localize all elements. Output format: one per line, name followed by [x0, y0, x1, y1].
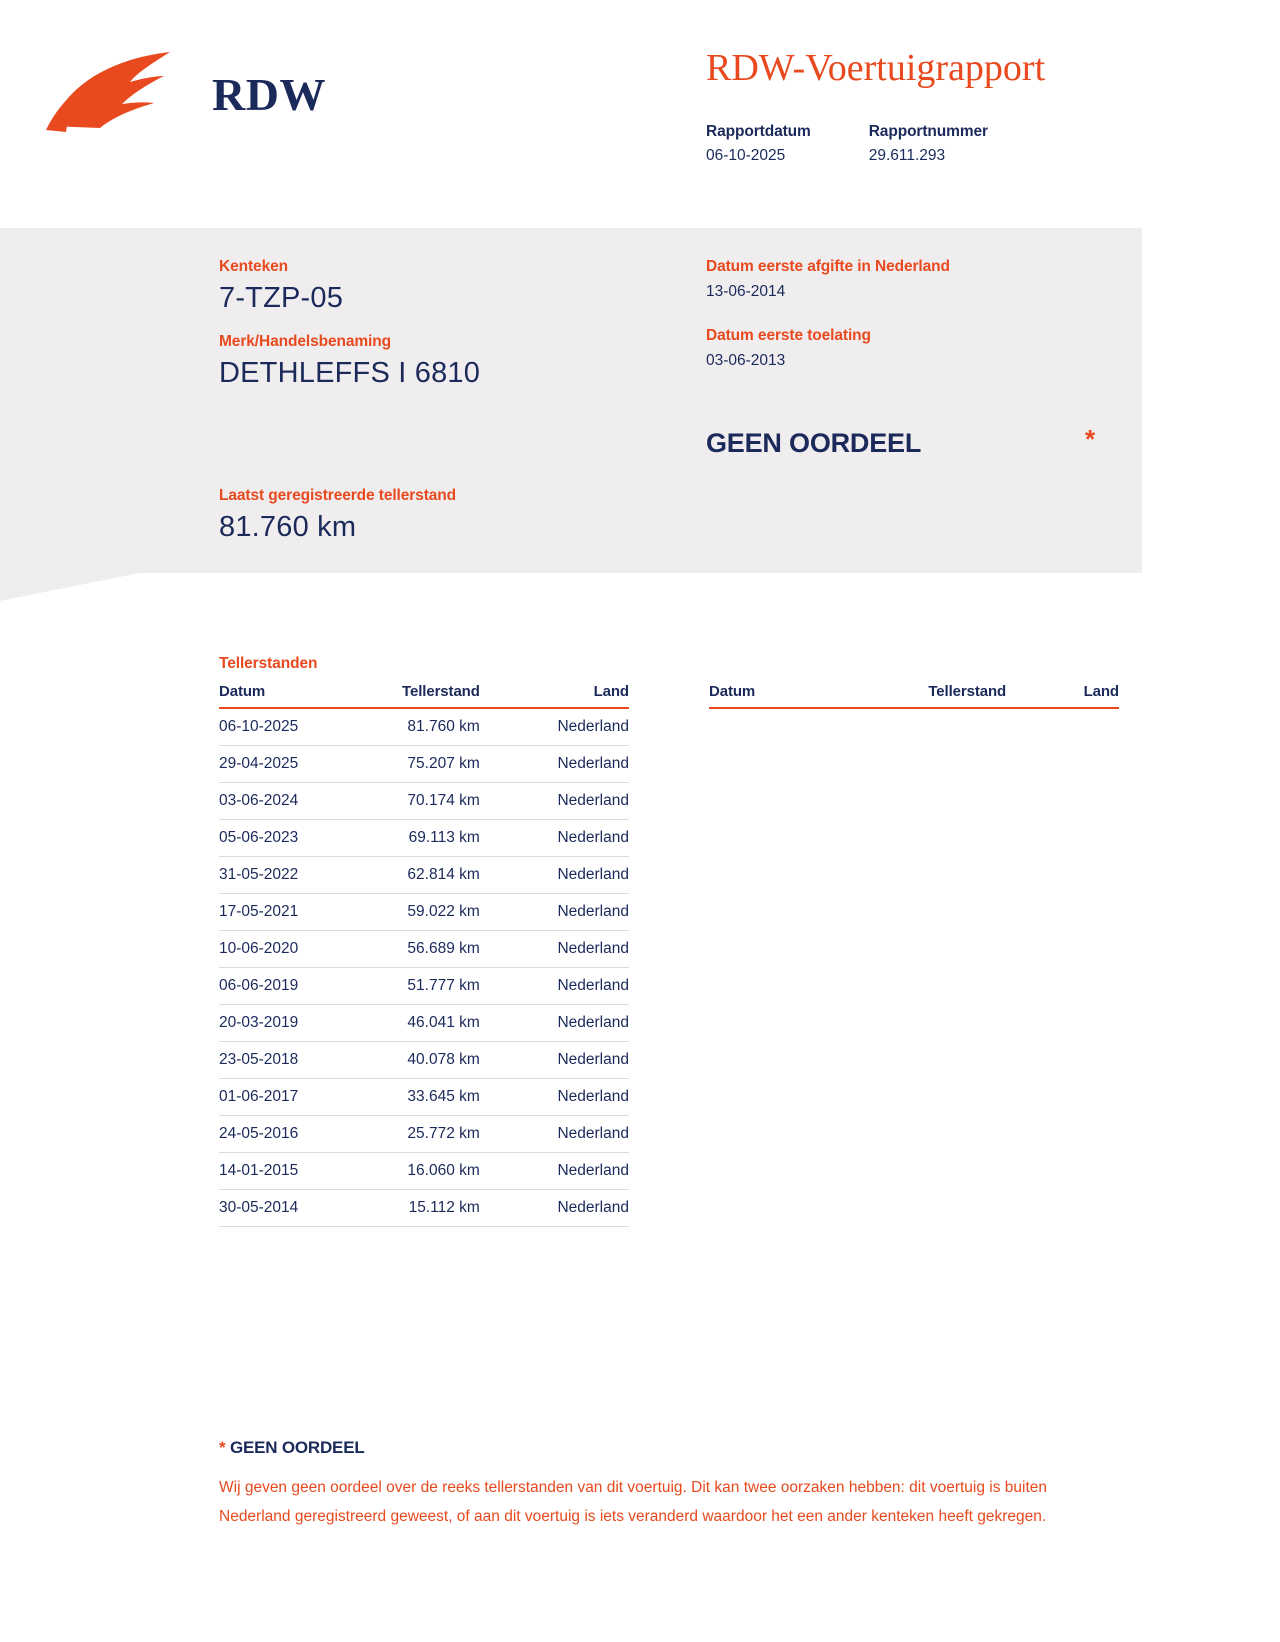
cell-tellerstand: 33.645 km — [340, 1079, 520, 1116]
cell-datum: 06-06-2019 — [219, 968, 340, 1005]
tellerstanden-title: Tellerstanden — [219, 655, 318, 672]
cell-tellerstand: 15.112 km — [340, 1190, 520, 1227]
cell-datum: 20-03-2019 — [219, 1005, 340, 1042]
cell-land: Nederland — [520, 1190, 629, 1227]
cell-land: Nederland — [520, 894, 629, 931]
first-issue-label: Datum eerste afgifte in Nederland — [706, 258, 950, 275]
report-date-block — [706, 123, 811, 165]
merk-value: DETHLEFFS I 6810 — [219, 357, 481, 389]
rdw-logo — [44, 38, 344, 138]
cell-datum: 03-06-2024 — [219, 783, 340, 820]
table-row — [219, 894, 629, 931]
cell-tellerstand: 46.041 km — [340, 1005, 520, 1042]
cell-tellerstand: 25.772 km — [340, 1116, 520, 1153]
column-header-datum: Datum — [709, 683, 804, 708]
page-title: RDW-Voertuigrapport — [706, 47, 1046, 89]
cell-datum: 05-06-2023 — [219, 820, 340, 857]
kenteken-value: 7-TZP-05 — [219, 282, 344, 314]
cell-land: Nederland — [520, 1153, 629, 1190]
cell-land: Nederland — [520, 1042, 629, 1079]
rdw-logo-text: RDW — [212, 69, 326, 120]
table-row — [219, 1079, 629, 1116]
cell-datum: 29-04-2025 — [219, 746, 340, 783]
table-row — [219, 1190, 629, 1227]
cell-tellerstand: 75.207 km — [340, 746, 520, 783]
cell-tellerstand: 70.174 km — [340, 783, 520, 820]
report-meta — [706, 123, 988, 165]
footnote-title — [219, 1438, 1119, 1458]
table-row — [219, 857, 629, 894]
table-header-row — [709, 683, 1119, 708]
table-row — [219, 1153, 629, 1190]
rdw-feather-icon — [44, 50, 176, 134]
panel-corner-notch — [0, 573, 140, 601]
cell-datum: 24-05-2016 — [219, 1116, 340, 1153]
cell-datum: 23-05-2018 — [219, 1042, 340, 1079]
cell-tellerstand: 56.689 km — [340, 931, 520, 968]
first-issue-value: 13-06-2014 — [706, 283, 786, 300]
table-row — [219, 783, 629, 820]
footnote-block — [219, 1438, 1119, 1531]
report-date-label: Rapportdatum — [706, 123, 811, 140]
odometer-value: 81.760 km — [219, 511, 357, 543]
cell-land: Nederland — [520, 1005, 629, 1042]
merk-label: Merk/Handelsbenaming — [219, 333, 391, 350]
footnote-text: Wij geven geen oordeel over de reeks tellerstanden van dit voertuig. Dit kan twee oorzaken hebben: dit voertuig is buiten Nederland geregistreerd geweest, of aan dit voertuig is iets veranderd waardoor het een ander kenteken heeft gekregen. — [219, 1479, 1048, 1525]
report-number-value: 29.611.293 — [868, 147, 946, 164]
verdict-text: GEEN OORDEEL — [706, 428, 922, 458]
report-date-value: 06-10-2025 — [706, 147, 786, 164]
cell-land: Nederland — [520, 1079, 629, 1116]
report-number-label: Rapportnummer — [868, 123, 988, 140]
cell-datum: 06-10-2025 — [219, 708, 340, 746]
footnote-star: * — [219, 1438, 226, 1457]
first-admission-value: 03-06-2013 — [706, 352, 786, 369]
kenteken-label: Kenteken — [219, 258, 288, 275]
column-header-land: Land — [1046, 683, 1119, 708]
cell-tellerstand: 16.060 km — [340, 1153, 520, 1190]
odometer-table-right — [709, 683, 1119, 709]
cell-datum: 10-06-2020 — [219, 931, 340, 968]
summary-left-column — [219, 258, 659, 390]
table-row — [219, 1005, 629, 1042]
cell-tellerstand: 59.022 km — [340, 894, 520, 931]
cell-tellerstand: 62.814 km — [340, 857, 520, 894]
odometer-block — [219, 487, 456, 544]
table-row — [219, 1116, 629, 1153]
table-row — [219, 820, 629, 857]
cell-tellerstand: 51.777 km — [340, 968, 520, 1005]
odometer-table-left — [219, 683, 629, 1227]
cell-datum: 14-01-2015 — [219, 1153, 340, 1190]
cell-land: Nederland — [520, 783, 629, 820]
cell-datum: 31-05-2022 — [219, 857, 340, 894]
report-number-block — [869, 123, 988, 165]
cell-land: Nederland — [520, 1116, 629, 1153]
cell-land: Nederland — [520, 857, 629, 894]
cell-datum: 17-05-2021 — [219, 894, 340, 931]
table-row — [219, 1042, 629, 1079]
verdict-footnote-marker: * — [1085, 424, 1096, 454]
cell-land: Nederland — [520, 968, 629, 1005]
odometer-table-left-body — [219, 708, 629, 1227]
summary-right-column — [706, 258, 1126, 370]
report-header — [0, 0, 1280, 222]
cell-land: Nederland — [520, 708, 629, 746]
cell-datum: 30-05-2014 — [219, 1190, 340, 1227]
first-admission-label: Datum eerste toelating — [706, 327, 871, 344]
table-row — [219, 746, 629, 783]
footnote-title-text: GEEN OORDEEL — [229, 1438, 365, 1457]
table-row — [219, 931, 629, 968]
cell-tellerstand: 40.078 km — [340, 1042, 520, 1079]
cell-datum: 01-06-2017 — [219, 1079, 340, 1116]
table-row — [219, 968, 629, 1005]
odometer-label: Laatst geregistreerde tellerstand — [219, 487, 457, 504]
column-header-tellerstand: Tellerstand — [340, 683, 520, 708]
column-header-land: Land — [520, 683, 629, 708]
cell-land: Nederland — [520, 746, 629, 783]
cell-tellerstand: 69.113 km — [340, 820, 520, 857]
column-header-datum: Datum — [219, 683, 340, 708]
column-header-tellerstand: Tellerstand — [804, 683, 1046, 708]
table-header-row — [219, 683, 629, 708]
table-row — [219, 708, 629, 746]
cell-tellerstand: 81.760 km — [340, 708, 520, 746]
cell-land: Nederland — [520, 931, 629, 968]
cell-land: Nederland — [520, 820, 629, 857]
